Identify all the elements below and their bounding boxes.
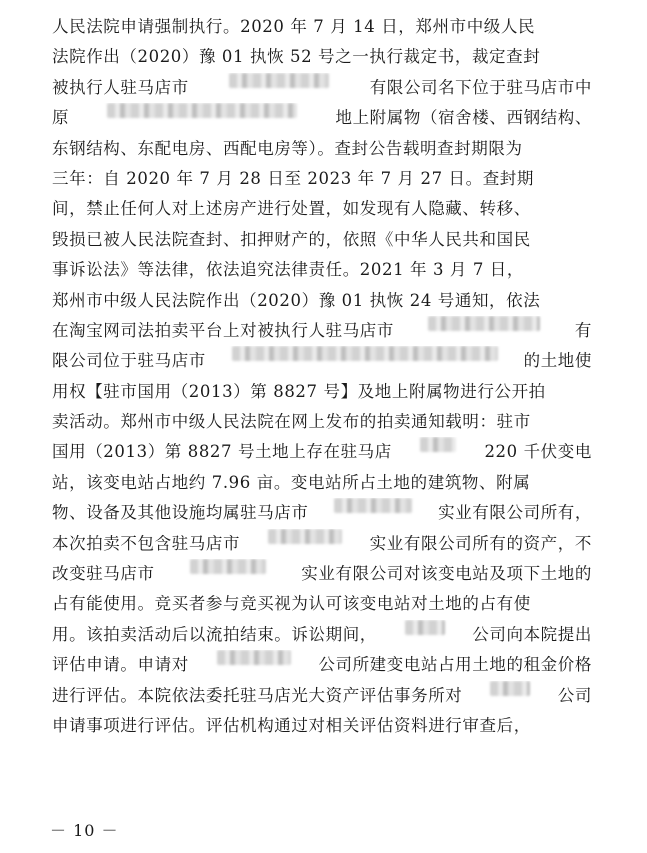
text-line <box>52 650 592 680</box>
redacted-text <box>420 437 456 452</box>
text-line <box>52 103 592 133</box>
text-line <box>52 73 592 103</box>
text-line <box>52 316 592 346</box>
text-segment: 站，该变电站占地约 7.96 亩。变电站所占土地的建筑物、附属 <box>52 472 531 492</box>
text-line <box>52 194 592 224</box>
redacted-text <box>268 529 342 544</box>
text-segment: 国用（2013）第 8827 号土地上存在驻马店 <box>52 442 392 462</box>
text-segment: 进行评估。本院依法委托驻马店光大资产评估事务所对 <box>52 685 463 705</box>
text-segment: 卖活动。郑州市中级人民法院在网上发布的拍卖通知载明：驻市 <box>52 412 531 432</box>
text-segment: 原 <box>52 108 70 128</box>
text-line <box>52 42 592 72</box>
text-line <box>52 559 592 589</box>
text-segment: 在淘宝网司法拍卖平台上对被执行人驻马店市 <box>52 320 394 340</box>
redacted-text <box>490 681 530 696</box>
text-segment: 有 <box>574 320 592 340</box>
redacted-text <box>190 559 266 574</box>
text-segment: 实业有限公司所有的资产，不 <box>369 533 592 553</box>
text-line <box>52 620 592 650</box>
text-segment: 郑州市中级人民法院作出（2020）豫 01 执恢 24 号通知，依法 <box>52 290 541 310</box>
text-segment: 公司向本院提出 <box>472 624 592 644</box>
redacted-text <box>405 620 445 635</box>
text-segment: 公司 <box>557 685 592 705</box>
text-segment: 有限公司名下位于驻马店市中 <box>369 77 592 97</box>
text-line <box>52 164 592 194</box>
text-line <box>52 12 592 42</box>
text-line <box>52 529 592 559</box>
body-text <box>52 12 592 741</box>
text-segment: 被执行人驻马店市 <box>52 77 189 97</box>
text-segment: 三年：自 2020 年 7 月 28 日至 2023 年 7 月 27 日。查封期 <box>52 168 535 188</box>
text-line <box>52 681 592 711</box>
text-line <box>52 437 592 467</box>
page-number: － 10 － <box>50 821 119 840</box>
text-segment: 事诉讼法》等法律，依法追究法律责任。2021 年 3 月 7 日， <box>52 260 525 280</box>
text-segment: 用权【驻市国用（2013）第 8827 号】及地上附属物进行公开拍 <box>52 381 546 401</box>
text-segment: 的土地使 <box>523 351 592 371</box>
text-line <box>52 134 592 164</box>
redacted-text <box>428 316 540 331</box>
text-segment: 本次拍卖不包含驻马店市 <box>52 533 241 553</box>
text-line <box>52 346 592 376</box>
redacted-text <box>229 73 329 88</box>
text-line <box>52 286 592 316</box>
text-line <box>52 225 592 255</box>
text-segment: 东钢结构、东配电房、西配电房等）。查封公告载明查封期限为 <box>52 138 523 158</box>
text-line <box>52 711 592 741</box>
text-segment: 物、设备及其他设施均属驻马店市 <box>52 503 309 523</box>
text-segment: 占有能使用。竞买者参与竞买视为认可该变电站对土地的占有使 <box>52 594 531 614</box>
text-line <box>52 407 592 437</box>
redacted-text <box>107 103 297 118</box>
text-segment: 间，禁止任何人对上述房产进行处置，如发现有人隐藏、转移、 <box>52 199 531 219</box>
text-segment: 实业有限公司所有， <box>438 503 592 523</box>
text-segment: 220 千伏变电 <box>484 442 592 462</box>
text-line <box>52 377 592 407</box>
text-segment: 法院作出（2020）豫 01 执恢 52 号之一执行裁定书，裁定查封 <box>52 47 541 67</box>
text-segment: 公司所建变电站占用土地的租金价格 <box>318 655 592 675</box>
text-segment: 申请事项进行评估。评估机构通过对相关评估资料进行审查后， <box>52 715 531 735</box>
text-segment: 人民法院申请强制执行。2020 年 7 月 14 日，郑州市中级人民 <box>52 17 536 36</box>
text-line <box>52 498 592 528</box>
text-segment: 限公司位于驻马店市 <box>52 351 206 371</box>
text-line <box>52 468 592 498</box>
redacted-text <box>232 346 498 361</box>
redacted-text <box>334 498 412 513</box>
redacted-text <box>217 650 291 665</box>
text-segment: 地上附属物（宿舍楼、西钢结构、 <box>335 108 592 128</box>
text-segment: 毁损已被人民法院查封、扣押财产的，依照《中华人民共和国民 <box>52 229 531 249</box>
text-segment: 评估申请。申请对 <box>52 655 189 675</box>
text-segment: 用。该拍卖活动后以流拍结束。诉讼期间， <box>52 624 377 644</box>
text-line <box>52 589 592 619</box>
text-segment: 实业有限公司对该变电站及项下土地的 <box>301 564 592 584</box>
text-line <box>52 255 592 285</box>
text-segment: 改变驻马店市 <box>52 564 155 584</box>
